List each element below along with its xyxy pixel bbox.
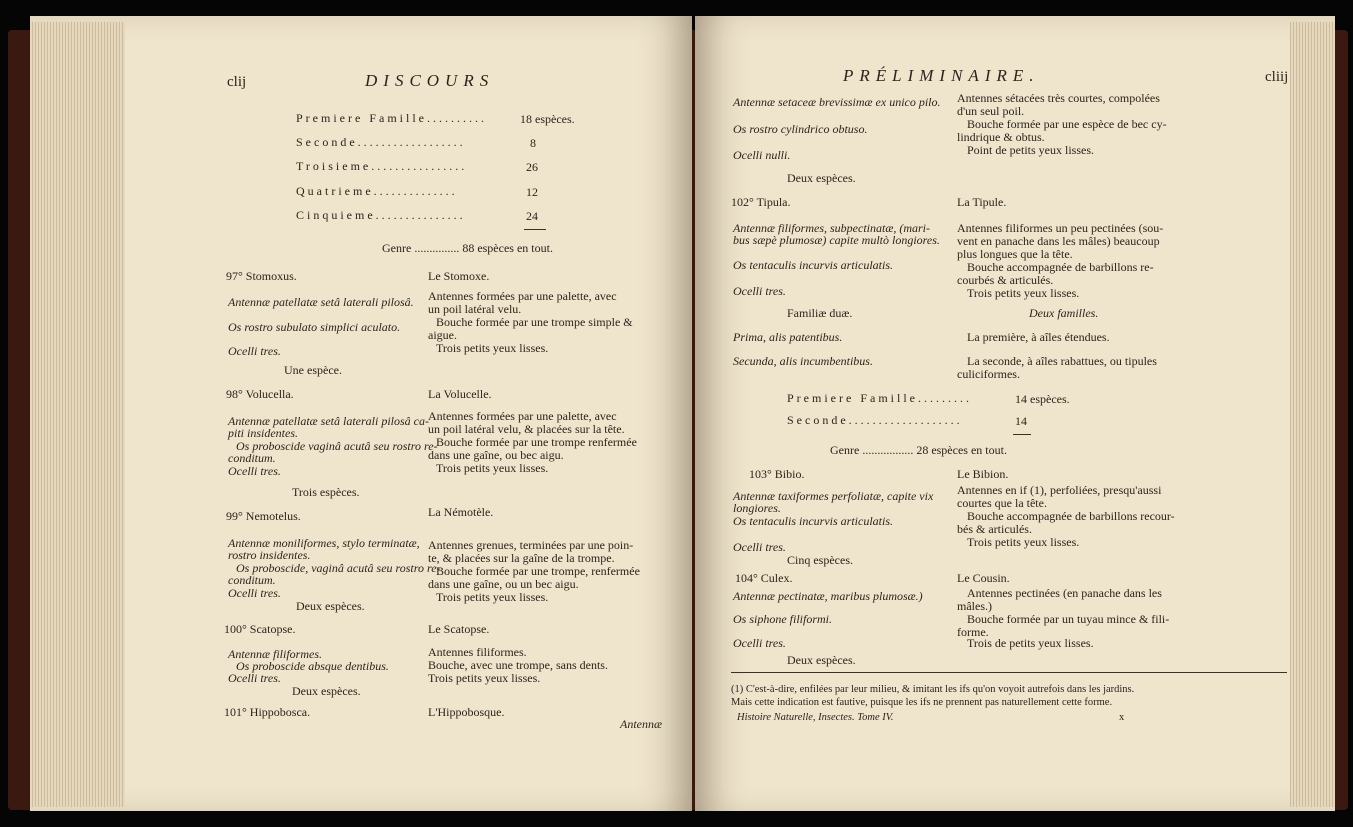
french-text: d'un seul poil. bbox=[957, 104, 1025, 118]
genus-number: 103° Bibio. bbox=[749, 467, 805, 481]
latin-text: Os rostro cylindrico obtuso. bbox=[733, 122, 868, 136]
species-count: Deux espèces. bbox=[787, 653, 856, 667]
summary-label: Troisieme................ bbox=[296, 159, 468, 173]
french-text: aigue. bbox=[428, 328, 457, 342]
running-header: PRÉLIMINAIRE. bbox=[843, 66, 1040, 85]
latin-text: Antennæ filiformes, subpectinatæ, (mari- bbox=[733, 221, 930, 235]
french-text: te, & placées sur la gaîne de la trompe. bbox=[428, 551, 615, 565]
latin-text: Os tentaculis incurvis articulatis. bbox=[733, 258, 893, 272]
summary-label: Quatrieme.............. bbox=[296, 184, 458, 198]
latin-text: rostro insidentes. bbox=[228, 548, 311, 562]
french-text: Trois petits yeux lisses. bbox=[428, 671, 541, 685]
signature-line: Histoire Naturelle, Insectes. Tome IV. bbox=[737, 712, 894, 723]
french-text: La Tipule. bbox=[957, 195, 1007, 209]
french-text: La première, à aîles étendues. bbox=[967, 330, 1110, 344]
latin-text: Os proboscide, vaginâ acutâ seu rostro re- bbox=[236, 561, 441, 575]
french-text: lindrique & obtus. bbox=[957, 130, 1045, 144]
french-text: Antennes formées par une palette, avec bbox=[428, 289, 617, 303]
french-text: Antennes filiformes un peu pectinées (sou- bbox=[957, 221, 1164, 235]
french-text: dans une gaîne, ou bec aigu. bbox=[428, 448, 564, 462]
signature-mark: x bbox=[1119, 712, 1125, 723]
french-text: Antennes formées par une palette, avec bbox=[428, 409, 617, 423]
french-text: Antennes filiformes. bbox=[428, 645, 527, 659]
french-text: vent en panache dans les mâles) beaucoup bbox=[957, 234, 1160, 248]
french-text: culiciformes. bbox=[957, 367, 1020, 381]
french-text: L'Hippobosque. bbox=[428, 705, 505, 719]
latin-text: Antennæ pectinatæ, maribus plumosæ.) bbox=[733, 589, 923, 603]
latin-text: Os rostro subulato simplici aculato. bbox=[228, 320, 401, 334]
running-header: DISCOURS bbox=[365, 71, 495, 90]
latin-text: Ocelli tres. bbox=[228, 464, 281, 478]
genus-number: 104° Culex. bbox=[735, 571, 793, 585]
french-text: un poil latéral velu, & placées sur la tête. bbox=[428, 422, 625, 436]
french-text: courtes que la tête. bbox=[957, 496, 1047, 510]
summary-label: Seconde.................. bbox=[296, 135, 466, 149]
french-text: dans une gaîne, ou un bec aigu. bbox=[428, 577, 579, 591]
right-page bbox=[695, 16, 1335, 811]
latin-text: Ocelli tres. bbox=[733, 284, 786, 298]
species-count: Trois espèces. bbox=[292, 485, 360, 499]
genus-number: 99° Nemotelus. bbox=[226, 509, 301, 523]
french-text: Trois petits yeux lisses. bbox=[967, 535, 1080, 549]
latin-text: Ocelli tres. bbox=[228, 671, 281, 685]
summary-value: 8 bbox=[530, 136, 536, 150]
french-text: La seconde, à aîles rabattues, ou tipules bbox=[967, 354, 1157, 368]
genus-number: 97° Stomoxus. bbox=[226, 269, 297, 283]
french-text: Trois de petits yeux lisses. bbox=[967, 636, 1094, 650]
summary-value: 14 espèces. bbox=[1015, 392, 1070, 406]
summary-value: 24 bbox=[526, 209, 538, 223]
french-text: Bouche accompagnée de barbillons re- bbox=[967, 260, 1154, 274]
latin-text: Secunda, alis incumbentibus. bbox=[733, 354, 873, 368]
footnote-line: (1) C'est-à-dire, enfilées par leur milieu, & imitant les ifs qu'on voyoit autrefois dans les jardins. bbox=[731, 684, 1135, 695]
page-edges bbox=[30, 22, 125, 807]
french-text: Trois petits yeux lisses. bbox=[436, 590, 549, 604]
genus-number: 98° Volucella. bbox=[226, 387, 294, 401]
french-text: La Némotèle. bbox=[428, 505, 494, 519]
french-text: Antennes sétacées très courtes, compolées bbox=[957, 91, 1160, 105]
family-count-fr: Deux familles. bbox=[1029, 306, 1099, 320]
latin-text: piti insidentes. bbox=[228, 426, 298, 440]
french-text: Bouche, avec une trompe, sans dents. bbox=[428, 658, 608, 672]
latin-text: Antennæ taxiformes perfoliatæ, capite vix bbox=[733, 489, 934, 503]
genre-total: Genre ................. 28 espèces en tout. bbox=[830, 443, 1007, 457]
latin-text: Ocelli tres. bbox=[733, 540, 786, 554]
summary-value: 26 bbox=[526, 160, 538, 174]
summary-value: 18 espèces. bbox=[520, 112, 575, 126]
latin-text: Prima, alis patentibus. bbox=[733, 330, 843, 344]
page-edges-right bbox=[1290, 22, 1335, 807]
genus-number: 102° Tipula. bbox=[731, 195, 791, 209]
french-text: Le Bibion. bbox=[957, 467, 1009, 481]
french-text: La Volucelle. bbox=[428, 387, 492, 401]
french-text: un poil latéral velu. bbox=[428, 302, 522, 316]
latin-text: Antennæ patellatæ setâ laterali pilosâ ca- bbox=[228, 414, 429, 428]
french-text: Bouche accompagnée de barbillons recour- bbox=[967, 509, 1175, 523]
french-text: Antennes grenues, terminées par une poin- bbox=[428, 538, 634, 552]
latin-text: Ocelli tres. bbox=[733, 636, 786, 650]
latin-text: Os proboscide absque dentibus. bbox=[236, 659, 389, 673]
genus-number: 100° Scatopse. bbox=[224, 622, 296, 636]
french-text: plus longues que la tête. bbox=[957, 247, 1073, 261]
latin-text: Os siphone filiformi. bbox=[733, 612, 833, 626]
summary-label: Premiere Famille......... bbox=[787, 391, 972, 405]
summary-value: 12 bbox=[526, 185, 538, 199]
footnote-rule bbox=[731, 672, 1287, 673]
french-text: courbés & articulés. bbox=[957, 273, 1054, 287]
summary-value: 14 bbox=[1015, 414, 1027, 428]
french-text: Bouche formée par une trompe renfermée bbox=[436, 435, 637, 449]
divider bbox=[524, 229, 546, 230]
page-number: cliij bbox=[1265, 69, 1289, 85]
french-text: Le Scatopse. bbox=[428, 622, 490, 636]
species-count: Deux espèces. bbox=[292, 684, 361, 698]
french-text: Trois petits yeux lisses. bbox=[967, 286, 1080, 300]
french-text: Bouche formée par une trompe simple & bbox=[436, 315, 633, 329]
latin-text: longiores. bbox=[733, 501, 781, 515]
latin-text: Antennæ filiformes. bbox=[228, 647, 322, 661]
latin-text: Antennæ moniliformes, stylo terminatæ, bbox=[228, 536, 420, 550]
french-text: Point de petits yeux lisses. bbox=[967, 143, 1094, 157]
divider bbox=[1013, 434, 1031, 435]
french-text: Le Stomoxe. bbox=[428, 269, 490, 283]
french-text: bés & articulés. bbox=[957, 522, 1032, 536]
french-text: Antennes pectinées (en panache dans les bbox=[967, 586, 1162, 600]
family-count: Familiæ duæ. bbox=[787, 306, 853, 320]
french-text: mâles.) bbox=[957, 599, 992, 613]
french-text: Bouche formée par un tuyau mince & fili- bbox=[967, 612, 1170, 626]
left-page bbox=[30, 16, 692, 811]
genre-total: Genre ............... 88 espèces en tout. bbox=[382, 241, 553, 255]
french-text: Trois petits yeux lisses. bbox=[436, 461, 549, 475]
latin-text: conditum. bbox=[228, 451, 276, 465]
species-count: Une espèce. bbox=[284, 363, 342, 377]
latin-text: Ocelli nulli. bbox=[733, 148, 791, 162]
summary-label: Premiere Famille.......... bbox=[296, 111, 487, 125]
summary-label: Seconde................... bbox=[787, 413, 963, 427]
species-count: Cinq espèces. bbox=[787, 553, 853, 567]
latin-text: Ocelli tres. bbox=[228, 586, 281, 600]
page-number: clij bbox=[227, 74, 247, 90]
latin-text: Antennæ setaceæ brevissimæ ex unico pilo. bbox=[733, 95, 941, 109]
latin-text: Ocelli tres. bbox=[228, 344, 281, 358]
catchword: Antennæ bbox=[620, 717, 662, 731]
footnote-line: Mais cette indication est fautive, puisque les ifs ne prennent pas naturellement cette forme. bbox=[731, 697, 1113, 708]
latin-text: Antennæ patellatæ setâ laterali pilosâ. bbox=[228, 295, 414, 309]
french-text: Trois petits yeux lisses. bbox=[436, 341, 549, 355]
species-count: Deux espèces. bbox=[787, 171, 856, 185]
summary-label: Cinquieme............... bbox=[296, 208, 466, 222]
species-count: Deux espèces. bbox=[296, 599, 365, 613]
french-text: Bouche formée par une espèce de bec cy- bbox=[967, 117, 1167, 131]
latin-text: bus sæpè plumosæ) capite multò longiores. bbox=[733, 233, 940, 247]
french-text: forme. bbox=[957, 625, 989, 639]
french-text: Le Cousin. bbox=[957, 571, 1010, 585]
genus-number: 101° Hippobosca. bbox=[224, 705, 311, 719]
latin-text: conditum. bbox=[228, 573, 276, 587]
french-text: Bouche formée par une trompe, renfermée bbox=[436, 564, 640, 578]
french-text: Antennes en if (1), perfoliées, presqu'aussi bbox=[957, 483, 1162, 497]
latin-text: Os tentaculis incurvis articulatis. bbox=[733, 514, 893, 528]
latin-text: Os proboscide vaginâ acutâ seu rostro re- bbox=[236, 439, 438, 453]
